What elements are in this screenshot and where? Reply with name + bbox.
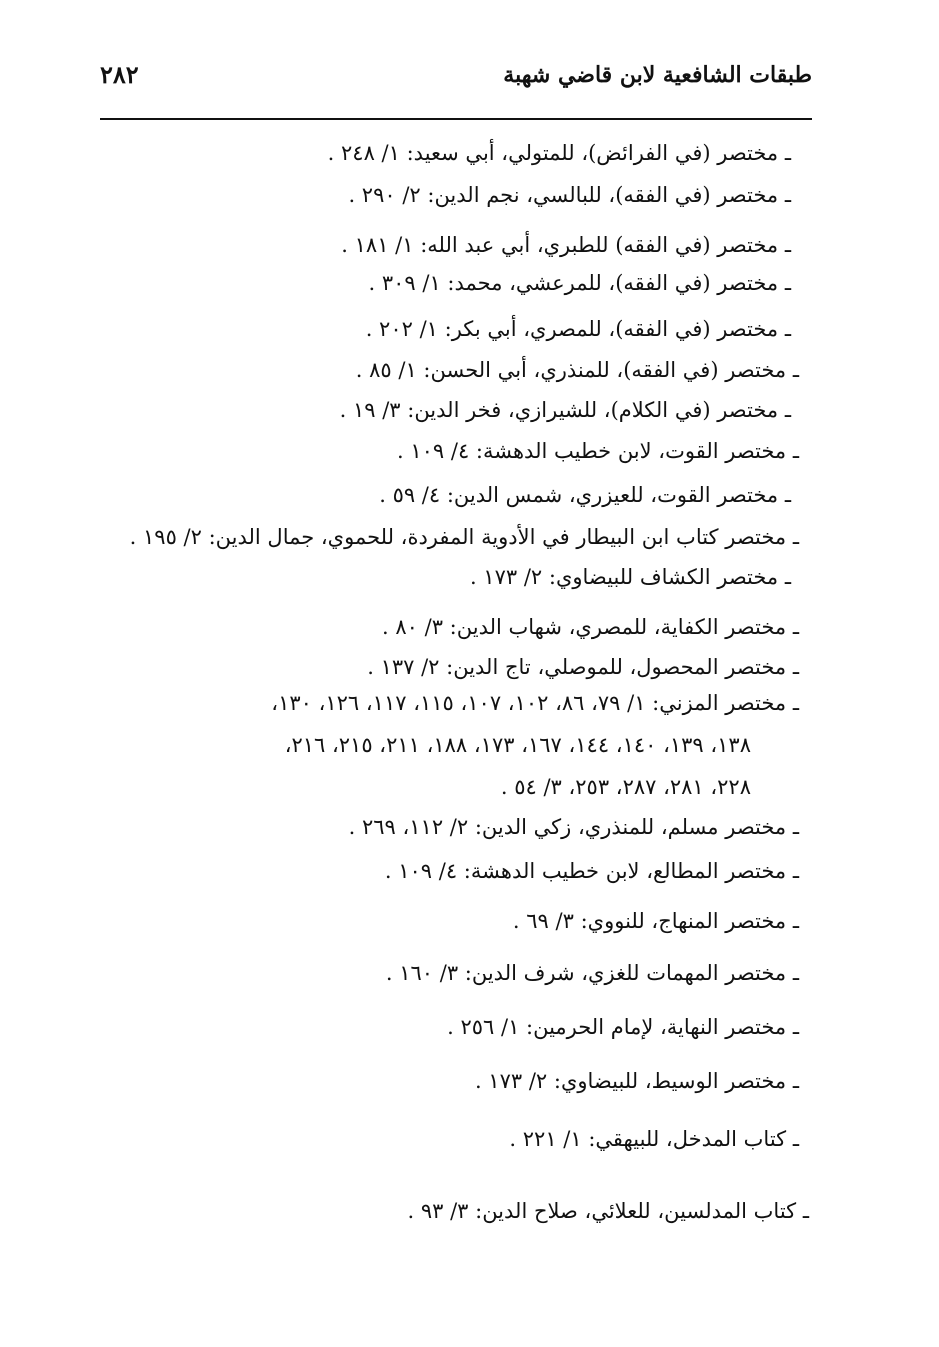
index-entry: ـ مختصر (في الفقه)، للمصري، أبي بكر: ١/ ٢٠٢ . <box>365 317 791 341</box>
index-entry: ـ مختصر (في الفقه)، للبالسي، نجم الدين: ٢/ ٢٩٠ . <box>348 183 791 207</box>
index-entry: ـ مختصر المزني: ١/ ٧٩، ٨٦، ١٠٢، ١٠٧، ١١٥، ١١٧، ١٢٦، ١٣٠، <box>271 691 799 715</box>
index-entry: ـ مختصر (في الفقه) للطبري، أبي عبد الله: ١/ ١٨١ . <box>341 233 791 257</box>
index-entry: ـ مختصر (في الفرائض)، للمتولي، أبي سعيد: ١/ ٢٤٨ . <box>327 141 791 165</box>
header-divider <box>100 118 812 120</box>
index-entry: ـ مختصر كتاب ابن البيطار في الأدوية المفردة، للحموي، جمال الدين: ٢/ ١٩٥ . <box>129 525 799 549</box>
index-entry: ـ مختصر القوت، للعيزري، شمس الدين: ٤/ ٥٩ . <box>379 483 791 507</box>
index-entry: ـ مختصر المنهاج، للنووي: ٣/ ٦٩ . <box>512 909 799 933</box>
index-entry: ـ مختصر المطالع، لابن خطيب الدهشة: ٤/ ١٠٩ . <box>384 859 799 883</box>
index-entry: ـ مختصر القوت، لابن خطيب الدهشة: ٤/ ١٠٩ . <box>396 439 799 463</box>
index-entry: ـ مختصر (في الفقه)، للمرعشي، محمد: ١/ ٣٠٩ . <box>368 271 791 295</box>
running-title: طبقات الشافعية لابن قاضي شهبة <box>503 62 812 88</box>
index-entry-continuation: ١٣٨، ١٣٩، ١٤٠، ١٤٤، ١٦٧، ١٧٣، ١٨٨، ٢١١، ٢١٥، ٢١٦، <box>284 733 751 757</box>
index-entry-continuation: ٢٢٨، ٢٨١، ٢٨٧، ٢٥٣، ٣/ ٥٤ . <box>500 775 751 799</box>
page-number: ٢٨٢ <box>100 60 139 89</box>
index-entry: ـ مختصر مسلم، للمنذري، زكي الدين: ٢/ ١١٢، ٢٦٩ . <box>348 815 799 839</box>
index-entry: ـ مختصر (في الفقه)، للمنذري، أبي الحسن: ١/ ٨٥ . <box>355 358 799 382</box>
index-entry: ـ مختصر المحصول، للموصلي، تاج الدين: ٢/ ١٣٧ . <box>367 655 799 679</box>
index-entry: ـ مختصر الكشاف للبيضاوي: ٢/ ١٧٣ . <box>469 565 791 589</box>
index-entry: ـ مختصر (في الكلام)، للشيرازي، فخر الدين: ٣/ ١٩ . <box>339 398 791 422</box>
page-header <box>100 60 812 120</box>
index-entry: ـ مختصر الوسيط، للبيضاوي: ٢/ ١٧٣ . <box>474 1069 799 1093</box>
index-entry: ـ مختصر الكفاية، للمصري، شهاب الدين: ٣/ ٨٠ . <box>382 615 799 639</box>
index-entry: ـ مختصر النهاية، لإمام الحرمين: ١/ ٢٥٦ . <box>447 1015 799 1039</box>
index-entry: ـ مختصر المهمات للغزي، شرف الدين: ٣/ ١٦٠ . <box>385 961 799 985</box>
index-entry: ـ كتاب المدلسين، للعلائي، صلاح الدين: ٣/ ٩٣ . <box>407 1199 809 1223</box>
index-entry: ـ كتاب المدخل، للبيهقي: ١/ ٢٢١ . <box>509 1127 799 1151</box>
